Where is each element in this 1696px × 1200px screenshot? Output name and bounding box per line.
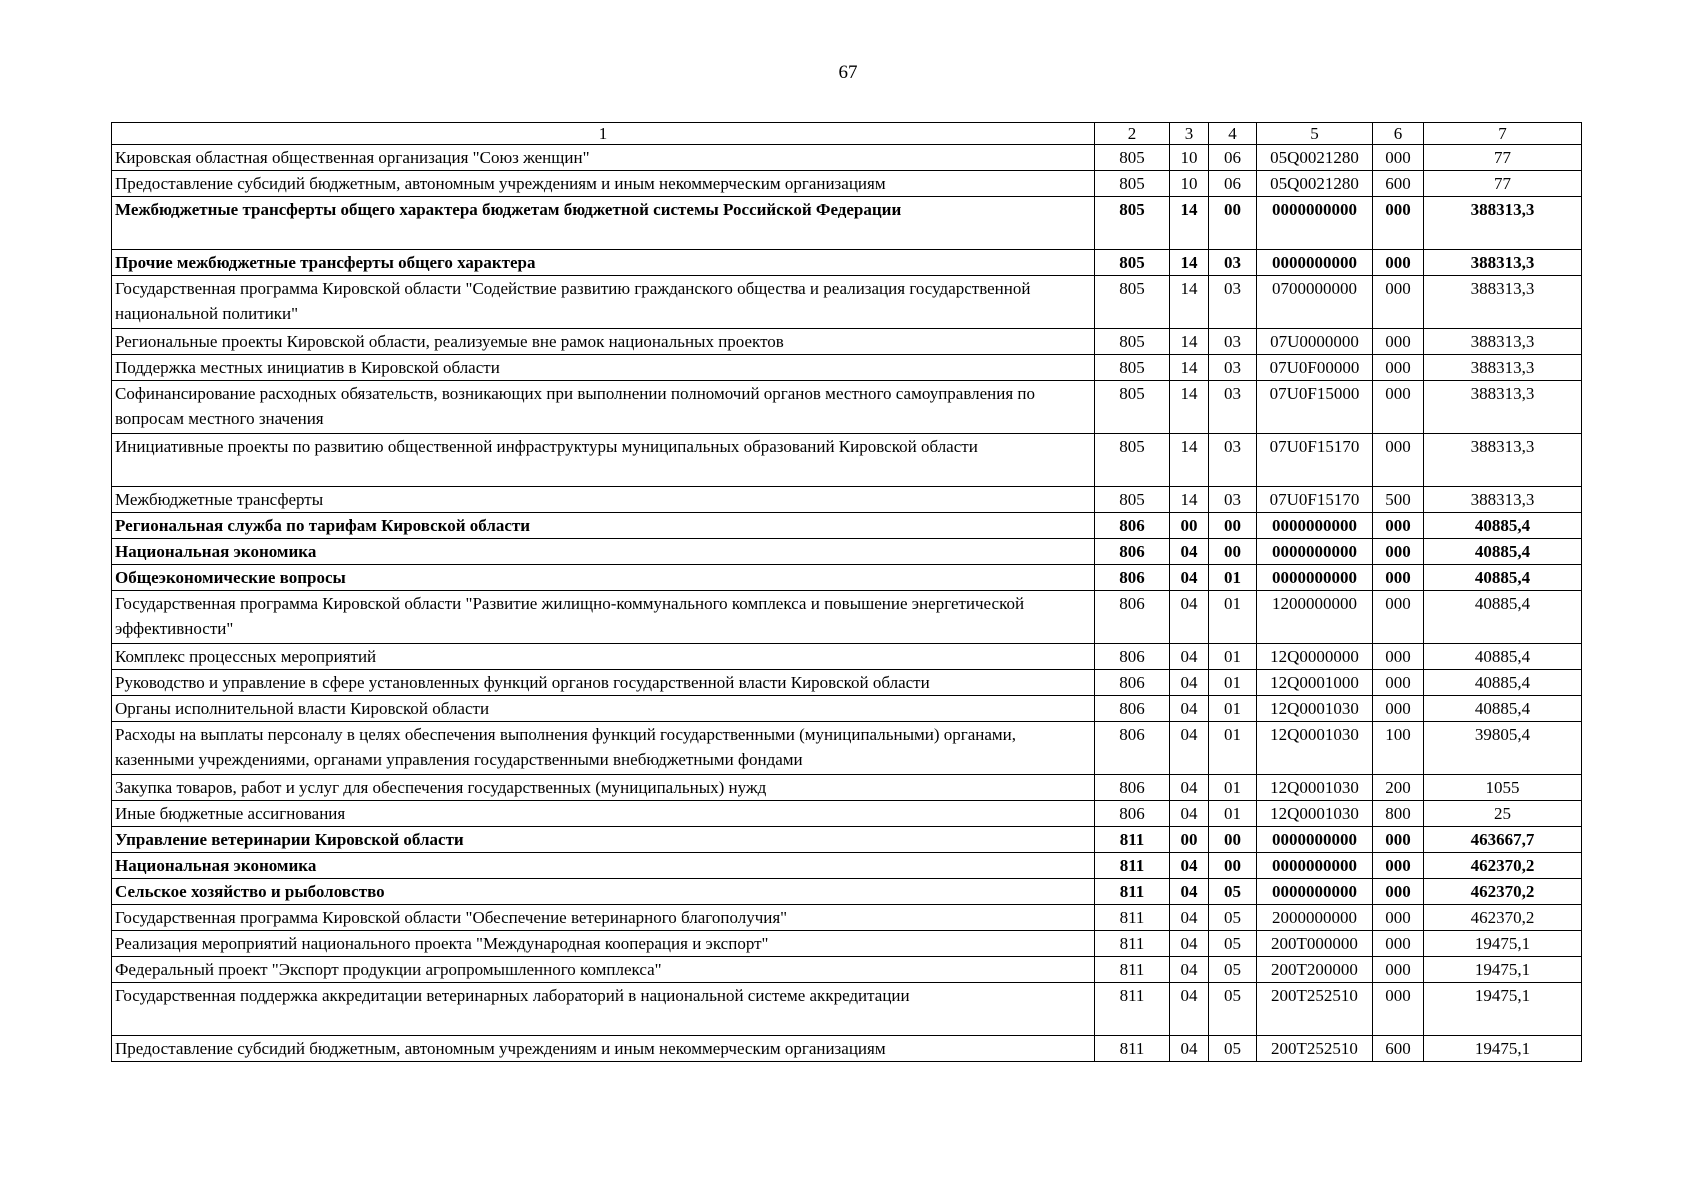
amount-cell: 19475,1 — [1424, 931, 1582, 957]
amount-cell: 462370,2 — [1424, 905, 1582, 931]
expense-type-cell: 600 — [1373, 1036, 1424, 1062]
section-cell: 14 — [1170, 250, 1209, 276]
table-row — [112, 434, 1582, 487]
section-cell: 14 — [1170, 329, 1209, 355]
amount-cell: 462370,2 — [1424, 879, 1582, 905]
ministry-cell: 806 — [1095, 722, 1170, 775]
amount-cell: 388313,3 — [1424, 276, 1582, 329]
expense-type-cell: 000 — [1373, 644, 1424, 670]
ministry-cell: 806 — [1095, 696, 1170, 722]
expense-type-cell: 000 — [1373, 879, 1424, 905]
subsection-cell: 03 — [1209, 355, 1257, 381]
ministry-cell: 805 — [1095, 434, 1170, 487]
name-cell: Государственная поддержка аккредитации ветеринарных лабораторий в национальной системе аккредитации — [112, 983, 1095, 1036]
subsection-cell: 03 — [1209, 381, 1257, 434]
name-cell: Инициативные проекты по развитию общественной инфраструктуры муниципальных образований Кировской области — [112, 434, 1095, 487]
section-cell: 14 — [1170, 434, 1209, 487]
column-header-5: 5 — [1257, 123, 1373, 145]
subsection-cell: 01 — [1209, 565, 1257, 591]
section-cell: 14 — [1170, 487, 1209, 513]
table-row — [112, 145, 1582, 171]
subsection-cell: 03 — [1209, 487, 1257, 513]
subsection-cell: 00 — [1209, 513, 1257, 539]
target-article-cell: 12Q0001000 — [1257, 670, 1373, 696]
column-header-4: 4 — [1209, 123, 1257, 145]
name-cell: Закупка товаров, работ и услуг для обеспечения государственных (муниципальных) нужд — [112, 775, 1095, 801]
section-cell: 14 — [1170, 355, 1209, 381]
expense-type-cell: 600 — [1373, 171, 1424, 197]
name-cell: Сельское хозяйство и рыболовство — [112, 879, 1095, 905]
ministry-cell: 805 — [1095, 197, 1170, 250]
ministry-cell: 806 — [1095, 539, 1170, 565]
target-article-cell: 05Q0021280 — [1257, 145, 1373, 171]
table-row — [112, 983, 1582, 1036]
subsection-cell: 05 — [1209, 983, 1257, 1036]
amount-cell: 1055 — [1424, 775, 1582, 801]
subsection-cell: 05 — [1209, 957, 1257, 983]
table-row — [112, 670, 1582, 696]
expense-type-cell: 000 — [1373, 931, 1424, 957]
table-row — [112, 775, 1582, 801]
table-row — [112, 487, 1582, 513]
section-cell: 04 — [1170, 905, 1209, 931]
amount-cell: 388313,3 — [1424, 434, 1582, 487]
target-article-cell: 12Q0001030 — [1257, 722, 1373, 775]
ministry-cell: 806 — [1095, 565, 1170, 591]
section-cell: 04 — [1170, 931, 1209, 957]
table-row — [112, 696, 1582, 722]
amount-cell: 388313,3 — [1424, 355, 1582, 381]
ministry-cell: 811 — [1095, 1036, 1170, 1062]
target-article-cell: 0000000000 — [1257, 250, 1373, 276]
table-row — [112, 879, 1582, 905]
subsection-cell: 05 — [1209, 1036, 1257, 1062]
table-row — [112, 722, 1582, 775]
ministry-cell: 806 — [1095, 644, 1170, 670]
table-row — [112, 276, 1582, 329]
table-row — [112, 513, 1582, 539]
target-article-cell: 0000000000 — [1257, 539, 1373, 565]
target-article-cell: 12Q0001030 — [1257, 801, 1373, 827]
subsection-cell: 03 — [1209, 434, 1257, 487]
ministry-cell: 805 — [1095, 487, 1170, 513]
subsection-cell: 01 — [1209, 775, 1257, 801]
ministry-cell: 811 — [1095, 957, 1170, 983]
section-cell: 14 — [1170, 381, 1209, 434]
section-cell: 04 — [1170, 801, 1209, 827]
name-cell: Межбюджетные трансферты — [112, 487, 1095, 513]
amount-cell: 40885,4 — [1424, 565, 1582, 591]
name-cell: Федеральный проект "Экспорт продукции агропромышленного комплекса" — [112, 957, 1095, 983]
target-article-cell: 12Q0001030 — [1257, 696, 1373, 722]
subsection-cell: 00 — [1209, 853, 1257, 879]
ministry-cell: 806 — [1095, 670, 1170, 696]
table-row — [112, 591, 1582, 644]
name-cell: Региональные проекты Кировской области, реализуемые вне рамок национальных проектов — [112, 329, 1095, 355]
target-article-cell: 200T200000 — [1257, 957, 1373, 983]
name-cell: Предоставление субсидий бюджетным, автономным учреждениям и иным некоммерческим организациям — [112, 1036, 1095, 1062]
amount-cell: 19475,1 — [1424, 1036, 1582, 1062]
section-cell: 00 — [1170, 513, 1209, 539]
amount-cell: 39805,4 — [1424, 722, 1582, 775]
section-cell: 04 — [1170, 879, 1209, 905]
column-header-2: 2 — [1095, 123, 1170, 145]
page-number: 67 — [838, 62, 858, 83]
subsection-cell: 01 — [1209, 670, 1257, 696]
table-row — [112, 355, 1582, 381]
section-cell: 04 — [1170, 591, 1209, 644]
expense-type-cell: 000 — [1373, 381, 1424, 434]
ministry-cell: 805 — [1095, 355, 1170, 381]
expense-type-cell: 000 — [1373, 197, 1424, 250]
column-header-6: 6 — [1373, 123, 1424, 145]
target-article-cell: 07U0F15000 — [1257, 381, 1373, 434]
subsection-cell: 05 — [1209, 905, 1257, 931]
subsection-cell: 00 — [1209, 827, 1257, 853]
name-cell: Прочие межбюджетные трансферты общего характера — [112, 250, 1095, 276]
amount-cell: 40885,4 — [1424, 670, 1582, 696]
name-cell: Иные бюджетные ассигнования — [112, 801, 1095, 827]
name-cell: Государственная программа Кировской области "Развитие жилищно-коммунального комплекса и повышение энергетической эффективности" — [112, 591, 1095, 644]
ministry-cell: 811 — [1095, 931, 1170, 957]
expense-type-cell: 000 — [1373, 565, 1424, 591]
amount-cell: 388313,3 — [1424, 487, 1582, 513]
expense-type-cell: 000 — [1373, 329, 1424, 355]
table-row — [112, 197, 1582, 250]
expense-type-cell: 000 — [1373, 591, 1424, 644]
header-row — [112, 123, 1582, 145]
name-cell: Предоставление субсидий бюджетным, автономным учреждениям и иным некоммерческим организациям — [112, 171, 1095, 197]
name-cell: Расходы на выплаты персоналу в целях обеспечения выполнения функций государственными (муниципальными) органами, казенными учреждениями, органами управления государственными внебюджетными фондами — [112, 722, 1095, 775]
expense-type-cell: 000 — [1373, 670, 1424, 696]
expense-type-cell: 000 — [1373, 434, 1424, 487]
target-article-cell: 07U0F15170 — [1257, 487, 1373, 513]
name-cell: Общеэкономические вопросы — [112, 565, 1095, 591]
table-row — [112, 957, 1582, 983]
subsection-cell: 03 — [1209, 329, 1257, 355]
name-cell: Управление ветеринарии Кировской области — [112, 827, 1095, 853]
section-cell: 04 — [1170, 722, 1209, 775]
amount-cell: 40885,4 — [1424, 644, 1582, 670]
table-row — [112, 1036, 1582, 1062]
name-cell: Комплекс процессных мероприятий — [112, 644, 1095, 670]
target-article-cell: 0000000000 — [1257, 513, 1373, 539]
subsection-cell: 06 — [1209, 145, 1257, 171]
ministry-cell: 806 — [1095, 513, 1170, 539]
target-article-cell: 07U0000000 — [1257, 329, 1373, 355]
name-cell: Органы исполнительной власти Кировской области — [112, 696, 1095, 722]
expense-type-cell: 200 — [1373, 775, 1424, 801]
expense-type-cell: 000 — [1373, 250, 1424, 276]
expense-type-cell: 000 — [1373, 513, 1424, 539]
table-row — [112, 905, 1582, 931]
target-article-cell: 0000000000 — [1257, 853, 1373, 879]
section-cell: 04 — [1170, 775, 1209, 801]
section-cell: 04 — [1170, 539, 1209, 565]
ministry-cell: 805 — [1095, 171, 1170, 197]
section-cell: 04 — [1170, 644, 1209, 670]
target-article-cell: 12Q0000000 — [1257, 644, 1373, 670]
amount-cell: 388313,3 — [1424, 329, 1582, 355]
expense-type-cell: 800 — [1373, 801, 1424, 827]
amount-cell: 77 — [1424, 145, 1582, 171]
subsection-cell: 03 — [1209, 276, 1257, 329]
table-row — [112, 329, 1582, 355]
expense-type-cell: 000 — [1373, 276, 1424, 329]
table-row — [112, 250, 1582, 276]
table-row — [112, 801, 1582, 827]
ministry-cell: 806 — [1095, 591, 1170, 644]
target-article-cell: 0000000000 — [1257, 879, 1373, 905]
target-article-cell: 12Q0001030 — [1257, 775, 1373, 801]
table-row — [112, 931, 1582, 957]
name-cell: Руководство и управление в сфере установленных функций органов государственной власти Кировской области — [112, 670, 1095, 696]
amount-cell: 40885,4 — [1424, 591, 1582, 644]
expense-type-cell: 000 — [1373, 983, 1424, 1036]
ministry-cell: 805 — [1095, 329, 1170, 355]
amount-cell: 40885,4 — [1424, 696, 1582, 722]
column-header-3: 3 — [1170, 123, 1209, 145]
subsection-cell: 01 — [1209, 591, 1257, 644]
target-article-cell: 0700000000 — [1257, 276, 1373, 329]
target-article-cell: 05Q0021280 — [1257, 171, 1373, 197]
name-cell: Межбюджетные трансферты общего характера бюджетам бюджетной системы Российской Федерации — [112, 197, 1095, 250]
target-article-cell: 07U0F00000 — [1257, 355, 1373, 381]
subsection-cell: 01 — [1209, 696, 1257, 722]
section-cell: 10 — [1170, 171, 1209, 197]
target-article-cell: 200T252510 — [1257, 983, 1373, 1036]
target-article-cell: 0000000000 — [1257, 197, 1373, 250]
table-row — [112, 644, 1582, 670]
subsection-cell: 03 — [1209, 250, 1257, 276]
ministry-cell: 805 — [1095, 250, 1170, 276]
expense-type-cell: 000 — [1373, 145, 1424, 171]
expense-type-cell: 000 — [1373, 355, 1424, 381]
expense-type-cell: 000 — [1373, 539, 1424, 565]
section-cell: 14 — [1170, 197, 1209, 250]
name-cell: Региональная служба по тарифам Кировской области — [112, 513, 1095, 539]
expense-type-cell: 000 — [1373, 853, 1424, 879]
table-row — [112, 539, 1582, 565]
section-cell: 10 — [1170, 145, 1209, 171]
expense-type-cell: 000 — [1373, 696, 1424, 722]
ministry-cell: 811 — [1095, 853, 1170, 879]
ministry-cell: 811 — [1095, 905, 1170, 931]
target-article-cell: 0000000000 — [1257, 565, 1373, 591]
amount-cell: 462370,2 — [1424, 853, 1582, 879]
column-header-1: 1 — [112, 123, 1095, 145]
section-cell: 14 — [1170, 276, 1209, 329]
target-article-cell: 1200000000 — [1257, 591, 1373, 644]
subsection-cell: 01 — [1209, 644, 1257, 670]
amount-cell: 19475,1 — [1424, 957, 1582, 983]
name-cell: Национальная экономика — [112, 539, 1095, 565]
amount-cell: 463667,7 — [1424, 827, 1582, 853]
ministry-cell: 811 — [1095, 879, 1170, 905]
ministry-cell: 811 — [1095, 983, 1170, 1036]
table-row — [112, 171, 1582, 197]
table-row — [112, 565, 1582, 591]
ministry-cell: 806 — [1095, 775, 1170, 801]
expense-type-cell: 500 — [1373, 487, 1424, 513]
amount-cell: 19475,1 — [1424, 983, 1582, 1036]
ministry-cell: 805 — [1095, 276, 1170, 329]
table-body — [112, 145, 1582, 1062]
section-cell: 04 — [1170, 983, 1209, 1036]
section-cell: 04 — [1170, 957, 1209, 983]
expense-type-cell: 000 — [1373, 827, 1424, 853]
name-cell: Реализация мероприятий национального проекта "Международная кооперация и экспорт" — [112, 931, 1095, 957]
amount-cell: 388313,3 — [1424, 381, 1582, 434]
target-article-cell: 2000000000 — [1257, 905, 1373, 931]
amount-cell: 77 — [1424, 171, 1582, 197]
ministry-cell: 806 — [1095, 801, 1170, 827]
name-cell: Государственная программа Кировской области "Обеспечение ветеринарного благополучия" — [112, 905, 1095, 931]
subsection-cell: 06 — [1209, 171, 1257, 197]
expense-type-cell: 000 — [1373, 905, 1424, 931]
name-cell: Поддержка местных инициатив в Кировской области — [112, 355, 1095, 381]
amount-cell: 388313,3 — [1424, 197, 1582, 250]
amount-cell: 40885,4 — [1424, 539, 1582, 565]
amount-cell: 40885,4 — [1424, 513, 1582, 539]
target-article-cell: 200T000000 — [1257, 931, 1373, 957]
section-cell: 04 — [1170, 696, 1209, 722]
target-article-cell: 200T252510 — [1257, 1036, 1373, 1062]
amount-cell: 388313,3 — [1424, 250, 1582, 276]
section-cell: 04 — [1170, 853, 1209, 879]
ministry-cell: 805 — [1095, 381, 1170, 434]
table-row — [112, 827, 1582, 853]
table-row — [112, 853, 1582, 879]
subsection-cell: 01 — [1209, 722, 1257, 775]
name-cell: Государственная программа Кировской области "Содействие развитию гражданского общества и реализация государственной национальной политики" — [112, 276, 1095, 329]
expense-type-cell: 000 — [1373, 957, 1424, 983]
amount-cell: 25 — [1424, 801, 1582, 827]
section-cell: 04 — [1170, 1036, 1209, 1062]
section-cell: 04 — [1170, 565, 1209, 591]
ministry-cell: 805 — [1095, 145, 1170, 171]
target-article-cell: 0000000000 — [1257, 827, 1373, 853]
subsection-cell: 00 — [1209, 197, 1257, 250]
section-cell: 04 — [1170, 670, 1209, 696]
column-header-7: 7 — [1424, 123, 1582, 145]
section-cell: 00 — [1170, 827, 1209, 853]
name-cell: Софинансирование расходных обязательств, возникающих при выполнении полномочий органов местного самоуправления по вопросам местного значения — [112, 381, 1095, 434]
name-cell: Национальная экономика — [112, 853, 1095, 879]
ministry-cell: 811 — [1095, 827, 1170, 853]
budget-table — [111, 122, 1582, 1062]
expense-type-cell: 100 — [1373, 722, 1424, 775]
subsection-cell: 05 — [1209, 879, 1257, 905]
name-cell: Кировская областная общественная организация "Союз женщин" — [112, 145, 1095, 171]
subsection-cell: 01 — [1209, 801, 1257, 827]
table-row — [112, 381, 1582, 434]
target-article-cell: 07U0F15170 — [1257, 434, 1373, 487]
subsection-cell: 05 — [1209, 931, 1257, 957]
subsection-cell: 00 — [1209, 539, 1257, 565]
